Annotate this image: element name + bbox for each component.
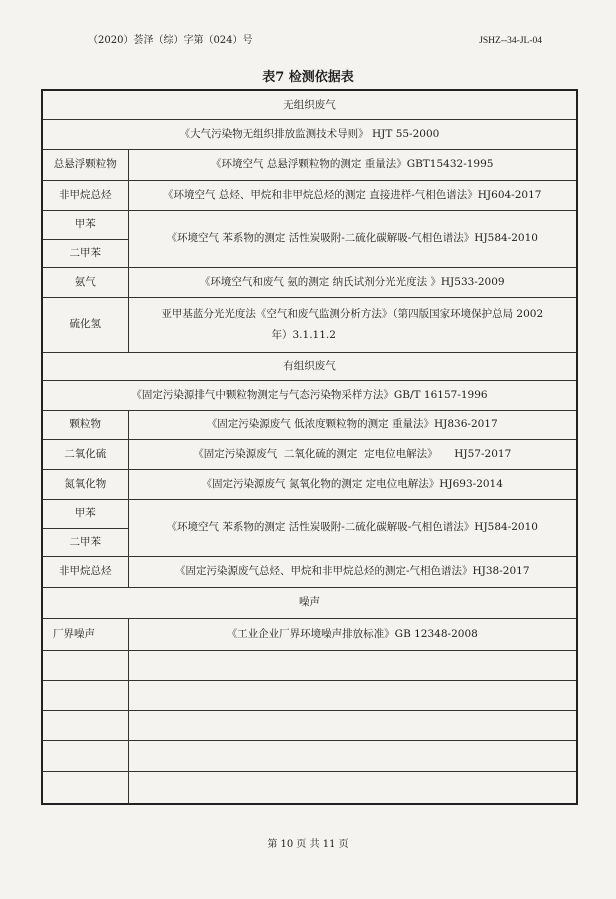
method-cell: 《固定污染源废气总烃、甲烷和非甲烷总烃的测定-气相色谱法》HJ38-2017 [128, 556, 577, 587]
method-cell: 《环境空气 总悬浮颗粒物的测定 重量法》GBT15432-1995 [128, 149, 577, 180]
table-row [42, 618, 577, 650]
item-cell: 非甲烷总烃 [42, 180, 128, 210]
table-row [42, 267, 577, 297]
basis-table [41, 89, 578, 805]
item-cell: 氨气 [42, 267, 128, 297]
page-number: 第 10 页 共 11 页 [267, 839, 349, 850]
table-row [42, 297, 577, 352]
item-cell: 厂界噪声 [42, 618, 128, 650]
method-cell [128, 297, 577, 352]
item-cell: 二氧化硫 [42, 439, 128, 469]
item-cell: 颗粒物 [42, 410, 128, 439]
item-cell: 二甲苯 [42, 528, 128, 556]
general-standard: 《大气污染物无组织排放监测技术导则》 HJT 55-2000 [42, 119, 577, 149]
table-row [42, 149, 577, 180]
table-row [42, 180, 577, 210]
item-cell: 总悬浮颗粒物 [42, 149, 128, 180]
method-line: 年）3.1.11.2 [271, 328, 336, 341]
general-standard: 《固定污染源排气中颗粒物测定与气态污染物采样方法》GB/T 16157-1996 [42, 380, 577, 410]
method-cell: 《环境空气和废气 氨的测定 纳氏试剂分光光度法 》HJ533-2009 [128, 267, 577, 297]
table-row [42, 210, 577, 239]
item-cell: 非甲烷总烃 [42, 556, 128, 587]
general-standard-row [42, 380, 577, 410]
table-row [42, 469, 577, 499]
method-cell: 《环境空气 苯系物的测定 活性炭吸附-二硫化碳解吸-气相色谱法》HJ584-2010 [128, 499, 577, 556]
method-cell: 《环境空气 总烃、甲烷和非甲烷总烃的测定 直接进样-气相色谱法》HJ604-2017 [128, 180, 577, 210]
section-heading: 有组织废气 [42, 352, 577, 380]
table-row [42, 439, 577, 469]
section-heading-row [42, 90, 577, 119]
form-code: JSHZ--34-JL-04 [479, 36, 542, 46]
section-heading-row [42, 352, 577, 380]
table-row [42, 410, 577, 439]
empty-row [42, 771, 577, 804]
table-title: 表7 检测依据表 [262, 70, 354, 85]
general-standard-row [42, 119, 577, 149]
method-cell: 《固定污染源废气 氮氧化物的测定 定电位电解法》HJ693-2014 [128, 469, 577, 499]
method-cell: 《固定污染源废气 二氧化硫的测定 定电位电解法》 HJ57-2017 [128, 439, 577, 469]
empty-row [42, 740, 577, 771]
method-cell: 《固定污染源废气 低浓度颗粒物的测定 重量法》HJ836-2017 [128, 410, 577, 439]
item-cell: 硫化氢 [42, 297, 128, 352]
empty-row [42, 680, 577, 710]
table-row [42, 556, 577, 587]
item-cell: 氮氧化物 [42, 469, 128, 499]
empty-row [42, 710, 577, 740]
table-row [42, 499, 577, 528]
item-cell: 甲苯 [42, 499, 128, 528]
item-cell: 二甲苯 [42, 239, 128, 267]
method-line: 亚甲基蓝分光光度法《空气和废气监测分析方法》（第四版国家环境保护总局 2002 [161, 307, 544, 320]
section-heading: 无组织废气 [42, 90, 577, 119]
method-cell: 《环境空气 苯系物的测定 活性炭吸附-二硫化碳解吸-气相色谱法》HJ584-2010 [128, 210, 577, 267]
item-cell: 甲苯 [42, 210, 128, 239]
section-heading: 噪声 [42, 587, 577, 618]
section-heading-row [42, 587, 577, 618]
empty-row [42, 650, 577, 680]
method-cell: 《工业企业厂界环境噪声排放标准》GB 12348-2008 [128, 618, 577, 650]
document-number: （2020）荟泽（综）字第（024）号 [88, 35, 253, 46]
